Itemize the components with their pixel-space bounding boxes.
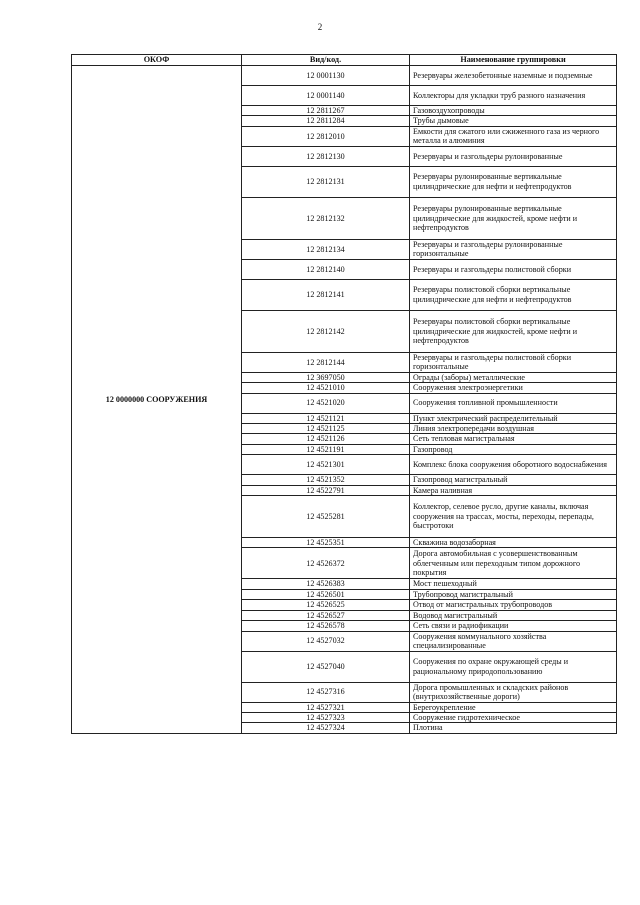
row-name: Коллектор, селевое русло, другие каналы, включая сооружения на трассах, мосты, переходы, перепады, быстротоки bbox=[410, 496, 617, 538]
row-name: Резервуары и газгольдеры полистовой сборки горизонтальные bbox=[410, 352, 617, 372]
row-code: 12 2812010 bbox=[242, 126, 410, 146]
row-name: Резервуары полистовой сборки вертикальные цилиндрические для нефти и нефтепродуктов bbox=[410, 279, 617, 310]
row-code: 12 4521020 bbox=[242, 393, 410, 413]
row-code: 12 4521010 bbox=[242, 383, 410, 393]
row-code: 12 4527032 bbox=[242, 631, 410, 651]
okof-table bbox=[71, 54, 617, 734]
row-code: 12 2812140 bbox=[242, 259, 410, 279]
row-name: Резервуары и газгольдеры полистовой сборки bbox=[410, 259, 617, 279]
row-name: Сооружения топливной промышленности bbox=[410, 393, 617, 413]
row-name: Коллекторы для укладки труб разного назначения bbox=[410, 86, 617, 106]
row-name: Сеть связи и радиофикации bbox=[410, 621, 617, 631]
row-name: Емкости для сжатого или сжиженного газа из черного металла и алюминия bbox=[410, 126, 617, 146]
row-name: Резервуары и газгольдеры рулонированные bbox=[410, 146, 617, 166]
row-name: Сооружения по охране окружающей среды и рациональному природопользованию bbox=[410, 651, 617, 682]
row-name: Резервуары рулонированные вертикальные цилиндрические для жидкостей, кроме нефти и нефтепродуктов bbox=[410, 197, 617, 239]
row-code: 12 2812131 bbox=[242, 166, 410, 197]
row-code: 12 4521301 bbox=[242, 455, 410, 475]
row-name: Водовод магистральный bbox=[410, 610, 617, 620]
row-name: Резервуары полистовой сборки вертикальные цилиндрические для жидкостей, кроме нефти и нефтепродуктов bbox=[410, 310, 617, 352]
row-code: 12 4521191 bbox=[242, 444, 410, 454]
table-row bbox=[72, 66, 617, 86]
row-name: Трубы дымовые bbox=[410, 116, 617, 126]
row-name: Дорога промышленных и складских районов (внутрихозяйственные дороги) bbox=[410, 682, 617, 702]
row-name: Сооружение гидротехническое bbox=[410, 712, 617, 722]
row-name: Трубопровод магистральный bbox=[410, 589, 617, 599]
row-code: 12 4526383 bbox=[242, 579, 410, 589]
row-name: Линия электропередачи воздушная bbox=[410, 424, 617, 434]
row-name: Дорога автомобильная с усовершенствованным облегченным или переходным типом дорожного покрытия bbox=[410, 548, 617, 579]
row-code: 12 3697050 bbox=[242, 372, 410, 382]
row-code: 12 2812134 bbox=[242, 239, 410, 259]
row-code: 12 4526527 bbox=[242, 610, 410, 620]
row-name: Камера наливная bbox=[410, 485, 617, 495]
row-code: 12 2812132 bbox=[242, 197, 410, 239]
row-name: Комплекс блока сооружения оборотного водоснабжения bbox=[410, 455, 617, 475]
row-code: 12 2812142 bbox=[242, 310, 410, 352]
row-name: Скважина водозаборная bbox=[410, 538, 617, 548]
row-code: 12 4527323 bbox=[242, 712, 410, 722]
row-code: 12 4521125 bbox=[242, 424, 410, 434]
row-name: Сооружения электроэнергетики bbox=[410, 383, 617, 393]
row-code: 12 4527324 bbox=[242, 723, 410, 733]
table-body bbox=[72, 66, 617, 734]
header-code: Вид/код. bbox=[242, 55, 410, 66]
row-code: 12 2812144 bbox=[242, 352, 410, 372]
row-code: 12 4527316 bbox=[242, 682, 410, 702]
row-name: Газопровод bbox=[410, 444, 617, 454]
row-name: Газопровод магистральный bbox=[410, 475, 617, 485]
header-group-name: Наименование группировки bbox=[410, 55, 617, 66]
row-code: 12 4521121 bbox=[242, 413, 410, 423]
row-code: 12 4525351 bbox=[242, 538, 410, 548]
row-code: 12 4526525 bbox=[242, 600, 410, 610]
row-name: Сооружения коммунального хозяйства специализированные bbox=[410, 631, 617, 651]
row-code: 12 4522791 bbox=[242, 485, 410, 495]
row-name: Плотина bbox=[410, 723, 617, 733]
table-header-row bbox=[72, 55, 617, 66]
row-name: Резервуары железобетонные наземные и подземные bbox=[410, 66, 617, 86]
row-name: Сеть тепловая магистральная bbox=[410, 434, 617, 444]
row-code: 12 4526578 bbox=[242, 621, 410, 631]
row-code: 12 2811284 bbox=[242, 116, 410, 126]
row-code: 12 4525281 bbox=[242, 496, 410, 538]
row-code: 12 0001130 bbox=[242, 66, 410, 86]
okof-group-cell: 12 0000000 СООРУЖЕНИЯ bbox=[72, 66, 242, 734]
row-code: 12 4521352 bbox=[242, 475, 410, 485]
header-okof: ОКОФ bbox=[72, 55, 242, 66]
row-code: 12 2812141 bbox=[242, 279, 410, 310]
row-name: Отвод от магистральных трубопроводов bbox=[410, 600, 617, 610]
row-name: Берегоукрепление bbox=[410, 702, 617, 712]
row-name: Пункт электрический распределительный bbox=[410, 413, 617, 423]
row-code: 12 4527321 bbox=[242, 702, 410, 712]
row-code: 12 0001140 bbox=[242, 86, 410, 106]
row-code: 12 4521126 bbox=[242, 434, 410, 444]
row-name: Резервуары рулонированные вертикальные цилиндрические для нефти и нефтепродуктов bbox=[410, 166, 617, 197]
row-code: 12 4526501 bbox=[242, 589, 410, 599]
row-code: 12 2812130 bbox=[242, 146, 410, 166]
row-code: 12 2811267 bbox=[242, 106, 410, 116]
row-code: 12 4527040 bbox=[242, 651, 410, 682]
row-name: Резервуары и газгольдеры рулонированные горизонтальные bbox=[410, 239, 617, 259]
page-number: 2 bbox=[317, 22, 323, 32]
row-name: Мост пешеходный bbox=[410, 579, 617, 589]
row-name: Ограды (заборы) металлические bbox=[410, 372, 617, 382]
row-name: Газовоздухопроводы bbox=[410, 106, 617, 116]
row-code: 12 4526372 bbox=[242, 548, 410, 579]
